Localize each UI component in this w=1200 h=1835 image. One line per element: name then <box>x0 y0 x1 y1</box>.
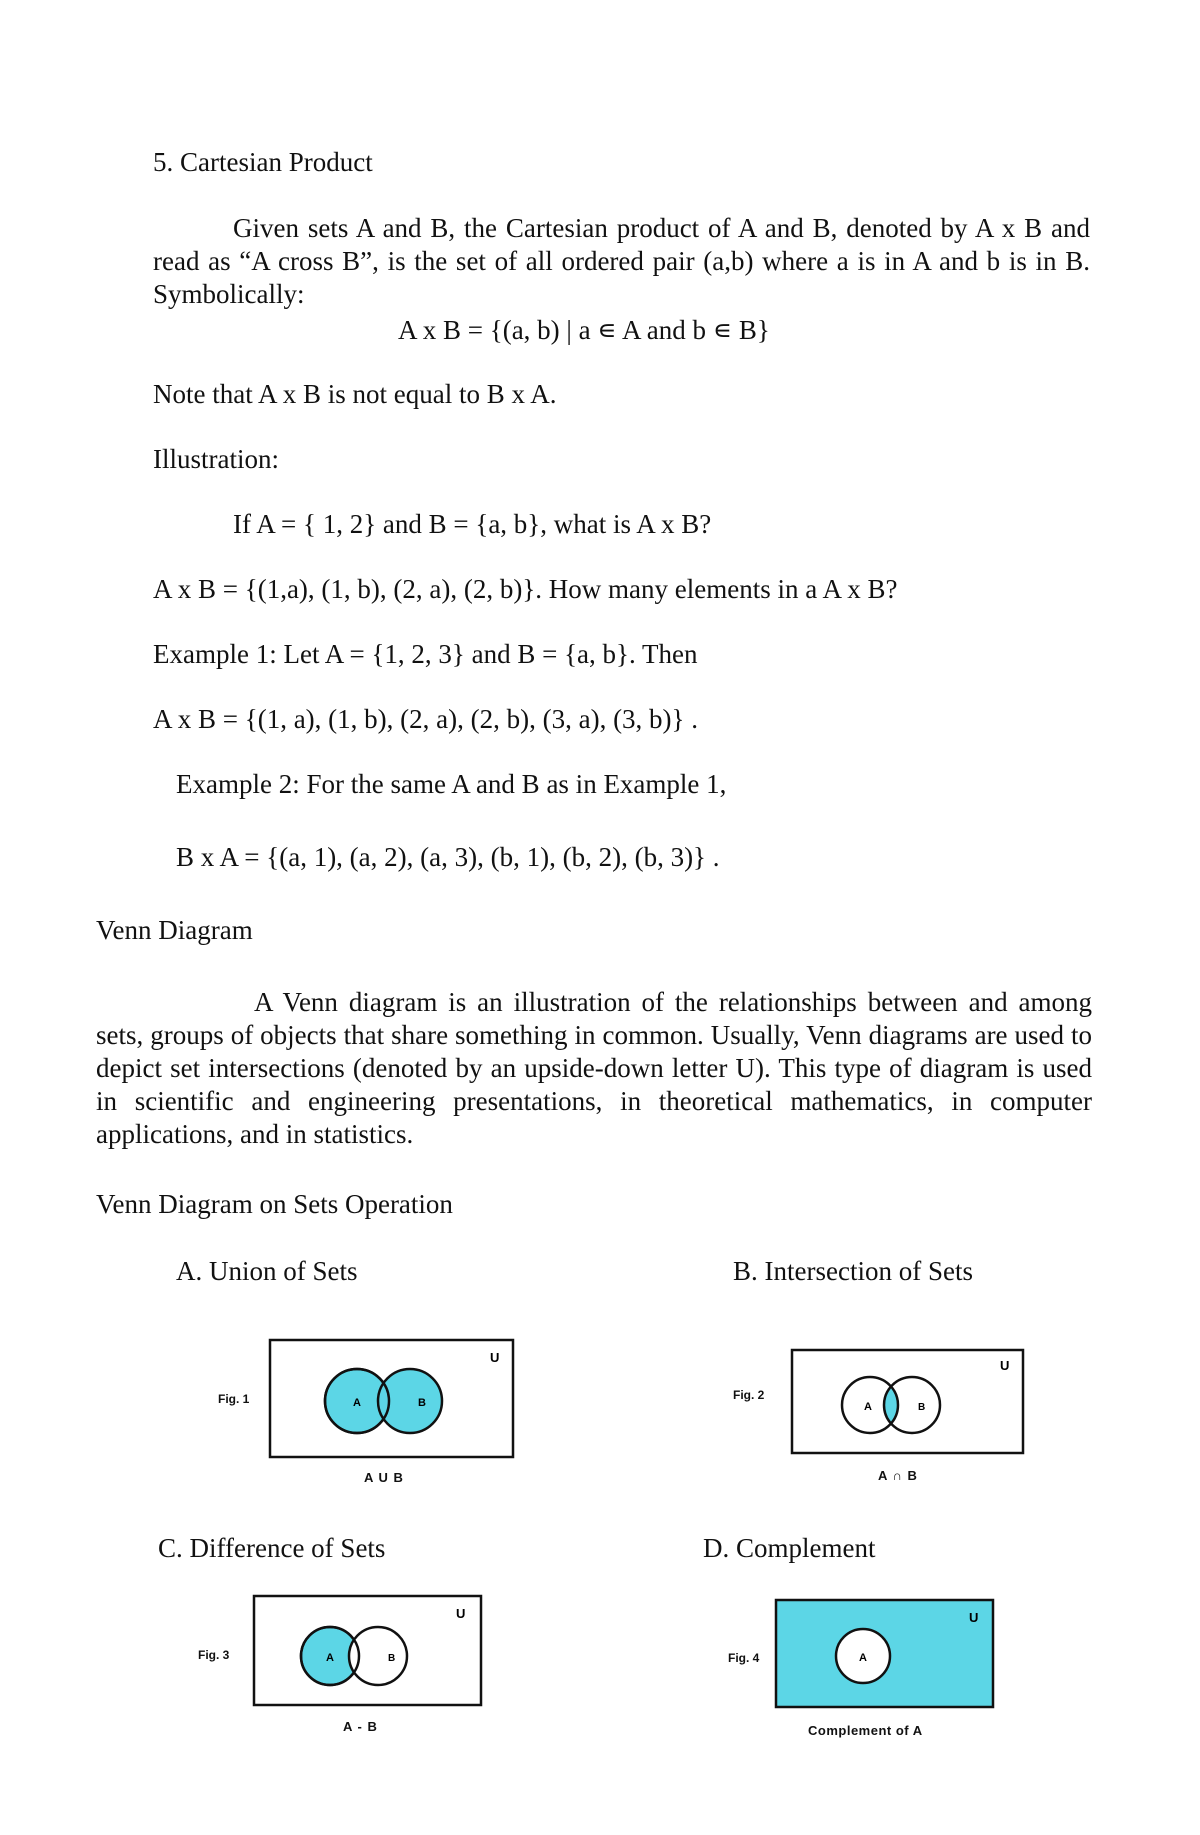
venn-intersection-diagram <box>790 1348 1026 1456</box>
universe-label: U <box>490 1350 500 1365</box>
fig1-caption: A U B <box>364 1470 404 1485</box>
figure-title-union: A. Union of Sets <box>176 1256 358 1286</box>
set-a-label: A <box>326 1652 334 1664</box>
venn-union-diagram <box>268 1338 516 1460</box>
venn-heading: Venn Diagram <box>96 915 253 945</box>
venn-ops-heading: Venn Diagram on Sets Operation <box>96 1189 453 1219</box>
cartesian-formula: A x B = {(a, b) | a ∊ A and b ∊ B} <box>398 315 770 345</box>
figure-title-intersection: B. Intersection of Sets <box>733 1256 973 1286</box>
fig4-caption: Complement of A <box>808 1723 923 1738</box>
example2-line1: Example 2: For the same A and B as in Example 1, <box>176 769 727 799</box>
illustration-question: If A = { 1, 2} and B = {a, b}, what is A x B? <box>233 509 712 539</box>
fig1-label: Fig. 1 <box>218 1392 250 1406</box>
example2-line2: B x A = {(a, 1), (a, 2), (a, 3), (b, 1), (b, 2), (b, 3)} . <box>176 842 720 872</box>
note-text: Note that A x B is not equal to B x A. <box>153 379 557 409</box>
universe-label: U <box>1000 1358 1010 1373</box>
universe-label: U <box>969 1610 979 1625</box>
cartesian-intro-paragraph: Given sets A and B, the Cartesian product of A and B, denoted by A x B and read as “A cross B”, is the set of all ordered pair (a,b) where a is in A and b is in B. Symbolically: <box>153 213 1090 309</box>
example1-line1: Example 1: Let A = {1, 2, 3} and B = {a, b}. Then <box>153 639 698 669</box>
set-a-label: A <box>864 1401 872 1413</box>
fig3-caption: A - B <box>343 1719 378 1734</box>
figure-title-complement: D. Complement <box>703 1533 876 1563</box>
figure-title-difference: C. Difference of Sets <box>158 1533 386 1563</box>
fig3-label: Fig. 3 <box>198 1648 230 1662</box>
fig4-label: Fig. 4 <box>728 1651 760 1665</box>
section-heading: 5. Cartesian Product <box>153 147 373 177</box>
set-b-label: B <box>388 1653 396 1664</box>
fig2-label: Fig. 2 <box>733 1388 765 1402</box>
set-b-circle <box>378 1369 442 1433</box>
illustration-answer: A x B = {(1,a), (1, b), (2, a), (2, b)}. How many elements in a A x B? <box>153 574 898 604</box>
example1-line2: A x B = {(1, a), (1, b), (2, a), (2, b), (3, a), (3, b)} . <box>153 704 699 734</box>
universe-rect <box>792 1350 1023 1453</box>
set-a-label: A <box>353 1397 361 1409</box>
venn-complement-diagram <box>774 1598 996 1710</box>
illustration-label: Illustration: <box>153 444 279 474</box>
fig2-caption: A ∩ B <box>878 1468 918 1483</box>
universe-label: U <box>456 1606 466 1621</box>
venn-intro-paragraph: A Venn diagram is an illustration of the relationships between and among sets, groups of objects that share something in common. Usually, Venn diagrams are used to depict set intersections (denoted by an upside-down letter U). This type of diagram is used in scientific and engineering presentations, in theoretical mathematics, in computer applications, and in statistics. <box>96 987 1092 1149</box>
set-b-label: B <box>918 1402 926 1413</box>
set-b-label: B <box>418 1397 426 1409</box>
set-b-circle <box>349 1627 407 1685</box>
venn-difference-diagram <box>252 1594 484 1708</box>
set-a-label: A <box>859 1652 867 1664</box>
